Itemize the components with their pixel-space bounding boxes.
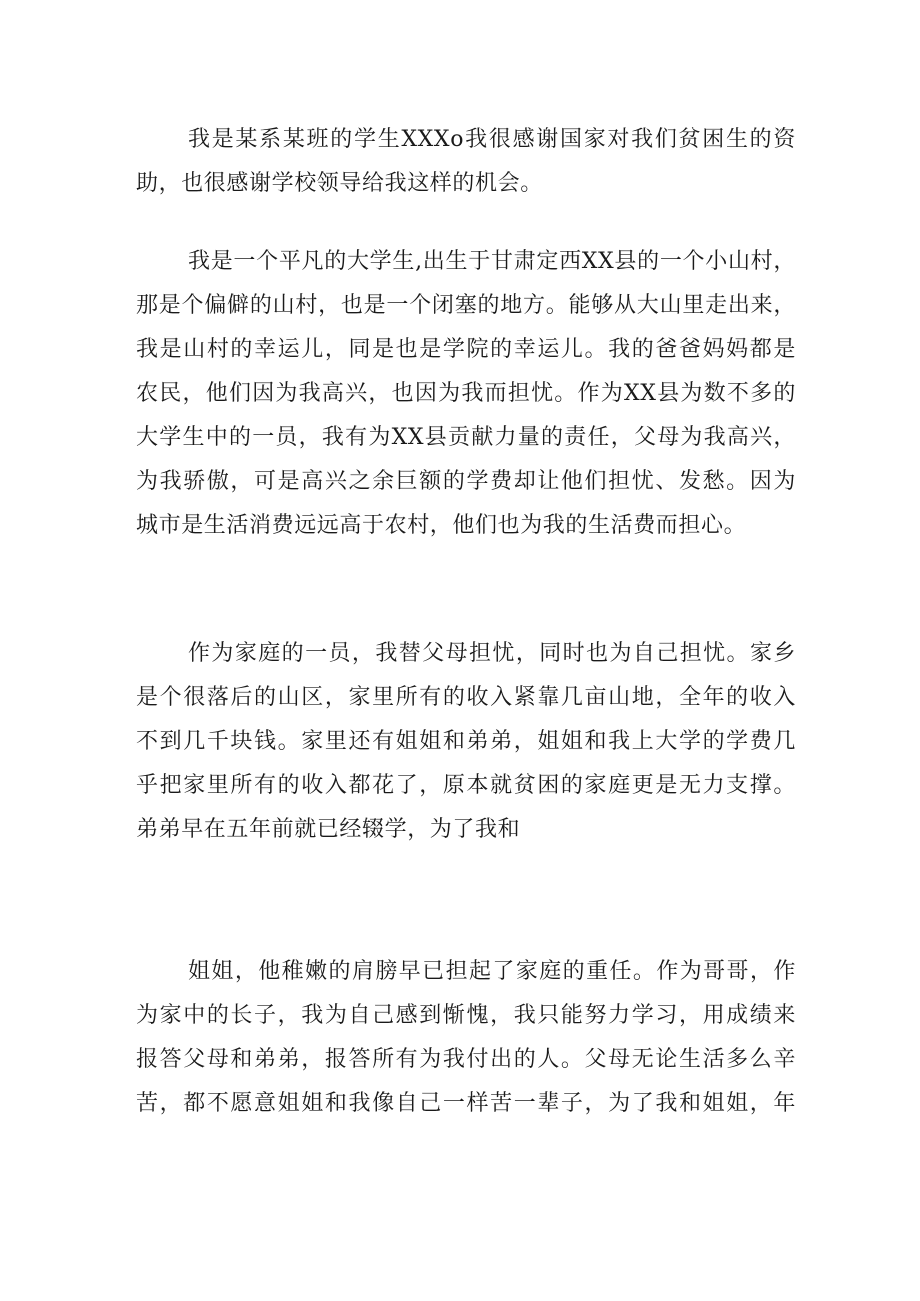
paragraph-line: 作为家庭的一员，我替父母担忧，同时也为自己担忧。家乡 [188,641,796,666]
paragraph-line: 是个很落后的山区，家里所有的收入紧靠几亩山地，全年的收入 [136,685,796,710]
paragraph-line: 我是一个平凡的大学生,出生于甘肃定西XX县的一个小山村， [188,249,796,274]
paragraph-line: 助，也很感谢学校领导给我这样的机会。 [136,171,543,196]
paragraph-line: 城市是生活消费远远高于农村，他们也为我的生活费而担心。 [136,513,747,538]
paragraph-line: 我是某系某班的学生XXXo我很感谢国家对我们贫困生的资 [188,127,796,152]
paragraph-4 [136,950,796,1126]
paragraph-line: 大学生中的一员，我有为XX县贡献力量的责任，父母为我高兴， [136,425,796,450]
paragraph-line: 姐姐，他稚嫩的肩膀早已担起了家庭的重任。作为哥哥，作 [188,959,796,984]
paragraph-3 [136,632,796,852]
paragraph-line: 苦，都不愿意姐姐和我像自己一样苦一辈子，为了我和姐姐，年 [136,1091,796,1116]
paragraph-line: 弟弟早在五年前就已经辍学，为了我和 [136,817,521,842]
paragraph-line: 报答父母和弟弟，报答所有为我付出的人。父母无论生活多么辛 [136,1047,796,1072]
paragraph-line: 为家中的长子，我为自己感到惭愧，我只能努力学习，用成绩来 [136,1003,796,1028]
paragraph-1 [136,118,796,206]
paragraph-line: 我是山村的幸运儿，同是也是学院的幸运儿。我的爸爸妈妈都是 [136,337,796,362]
paragraph-line: 那是个偏僻的山村，也是一个闭塞的地方。能够从大山里走出来， [136,293,796,318]
paragraph-line: 农民，他们因为我高兴，也因为我而担忧。作为XX县为数不多的 [136,381,796,406]
paragraph-line: 不到几千块钱。家里还有姐姐和弟弟，姐姐和我上大学的学费几 [136,729,796,754]
paragraph-line: 乎把家里所有的收入都花了，原本就贫困的家庭更是无力支撑。 [136,773,796,798]
paragraph-2 [136,240,796,548]
paragraph-line: 为我骄傲，可是高兴之余巨额的学费却让他们担忧、发愁。因为 [136,469,796,494]
